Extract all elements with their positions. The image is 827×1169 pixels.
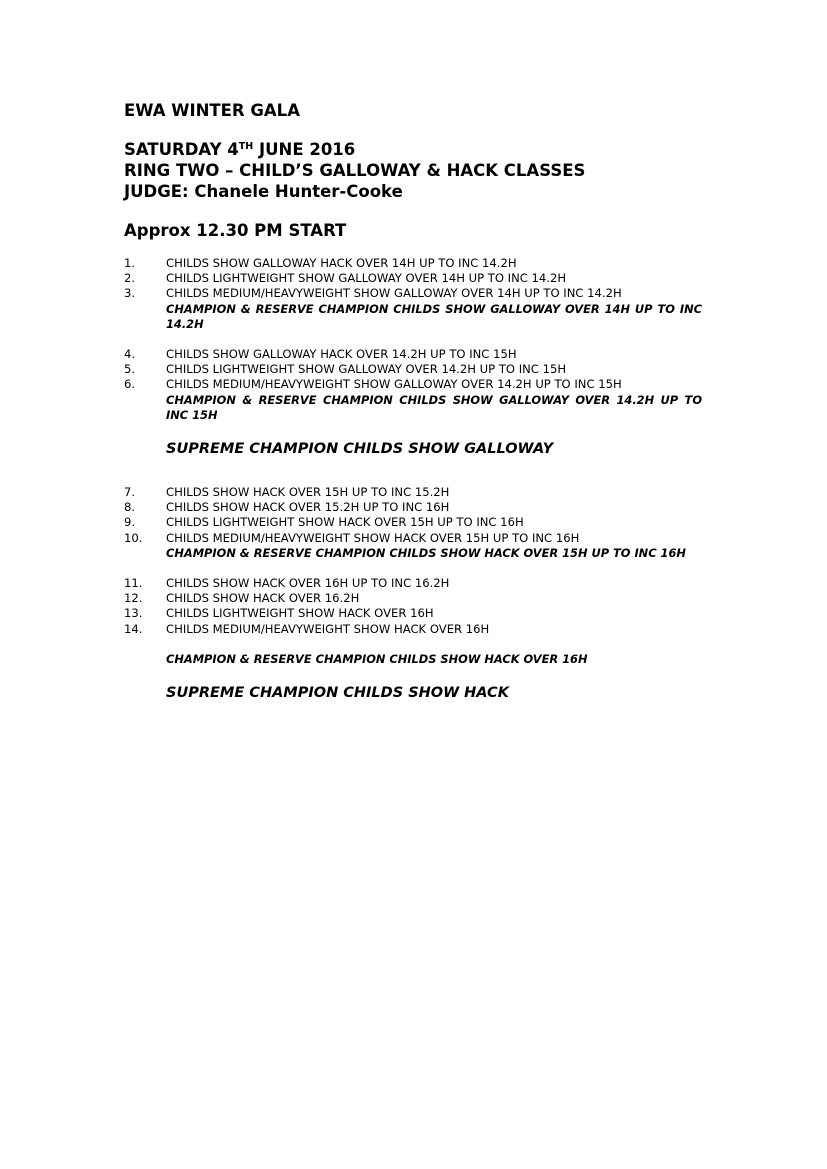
- date-ordinal: TH: [238, 141, 254, 152]
- class-number: 9.: [124, 515, 136, 530]
- class-number: 2.: [124, 271, 136, 286]
- class-text: CHILDS MEDIUM/HEAVYWEIGHT SHOW GALLOWAY OVER 14.2H UP TO INC 15H: [166, 377, 622, 392]
- start-time: Approx 12.30 PM START: [124, 221, 347, 240]
- class-item: [124, 347, 704, 362]
- class-text: CHILDS LIGHTWEIGHT SHOW HACK OVER 15H UP TO INC 16H: [166, 515, 524, 530]
- class-number: 10.: [124, 530, 143, 545]
- schedule-content: [124, 100, 704, 703]
- class-text: CHILDS SHOW HACK OVER 16.2H: [166, 591, 360, 606]
- class-item: [124, 362, 704, 377]
- date-suffix: JUNE 2016: [253, 140, 356, 159]
- class-text: CHILDS MEDIUM/HEAVYWEIGHT SHOW HACK OVER 16H: [166, 621, 490, 636]
- championship-galloway-14-2h: CHAMPION & RESERVE CHAMPION CHILDS SHOW GALLOWAY OVER 14.2H UP TO INC 15H: [166, 392, 702, 422]
- event-title: EWA WINTER GALA: [124, 101, 300, 120]
- class-item: [124, 485, 704, 500]
- supreme-champion-hack: SUPREME CHAMPION CHILDS SHOW HACK: [166, 685, 509, 702]
- class-text: CHILDS LIGHTWEIGHT SHOW HACK OVER 16H: [166, 606, 434, 621]
- supreme-champion-galloway: SUPREME CHAMPION CHILDS SHOW GALLOWAY: [166, 441, 554, 458]
- class-item: [124, 606, 704, 621]
- class-text: CHILDS MEDIUM/HEAVYWEIGHT SHOW GALLOWAY OVER 14H UP TO INC 14.2H: [166, 286, 622, 301]
- class-item: [124, 515, 704, 530]
- class-text: CHILDS MEDIUM/HEAVYWEIGHT SHOW HACK OVER 15H UP TO INC 16H: [166, 530, 580, 545]
- class-number: 6.: [124, 377, 136, 392]
- class-item: [124, 256, 704, 271]
- class-text: CHILDS SHOW GALLOWAY HACK OVER 14.2H UP TO INC 15H: [166, 347, 517, 362]
- class-item: [124, 377, 704, 392]
- championship-galloway-14h: CHAMPION & RESERVE CHAMPION CHILDS SHOW GALLOWAY OVER 14H UP TO INC 14.2H: [166, 301, 702, 331]
- judge-line: JUDGE: Chanele Hunter-Cooke: [124, 182, 403, 201]
- date-prefix: SATURDAY 4: [124, 140, 239, 159]
- class-item: [124, 500, 704, 515]
- class-text: CHILDS LIGHTWEIGHT SHOW GALLOWAY OVER 14H UP TO INC 14.2H: [166, 271, 567, 286]
- championship-hack-15h: CHAMPION & RESERVE CHAMPION CHILDS SHOW HACK OVER 15H UP TO INC 16H: [166, 545, 686, 560]
- class-text: CHILDS SHOW HACK OVER 16H UP TO INC 16.2H: [166, 576, 450, 591]
- class-item: [124, 531, 704, 546]
- class-number: 12.: [124, 591, 143, 606]
- class-text: CHILDS SHOW GALLOWAY HACK OVER 14H UP TO INC 14.2H: [166, 256, 517, 270]
- championship-hack-16h: CHAMPION & RESERVE CHAMPION CHILDS SHOW HACK OVER 16H: [166, 651, 588, 666]
- class-item: [124, 576, 704, 591]
- ring-heading: RING TWO – CHILD’S GALLOWAY & HACK CLASSES: [124, 161, 586, 180]
- class-number: 14.: [124, 621, 143, 636]
- class-item: [124, 271, 704, 286]
- class-text: CHILDS LIGHTWEIGHT SHOW GALLOWAY OVER 14.2H UP TO INC 15H: [166, 362, 567, 377]
- class-number: 8.: [124, 500, 136, 515]
- class-item: [124, 622, 704, 637]
- class-text: CHILDS SHOW HACK OVER 15H UP TO INC 15.2H: [166, 485, 450, 500]
- class-number: 3.: [124, 286, 136, 301]
- class-number: 11.: [124, 576, 143, 591]
- class-number: 5.: [124, 362, 136, 377]
- class-item: [124, 286, 704, 301]
- class-number: 7.: [124, 485, 136, 500]
- event-date: [124, 139, 704, 160]
- class-item: [124, 591, 704, 606]
- class-number: 4.: [124, 347, 136, 362]
- class-text: CHILDS SHOW HACK OVER 15.2H UP TO INC 16H: [166, 500, 450, 515]
- class-number: 1.: [124, 256, 136, 270]
- class-number: 13.: [124, 606, 143, 621]
